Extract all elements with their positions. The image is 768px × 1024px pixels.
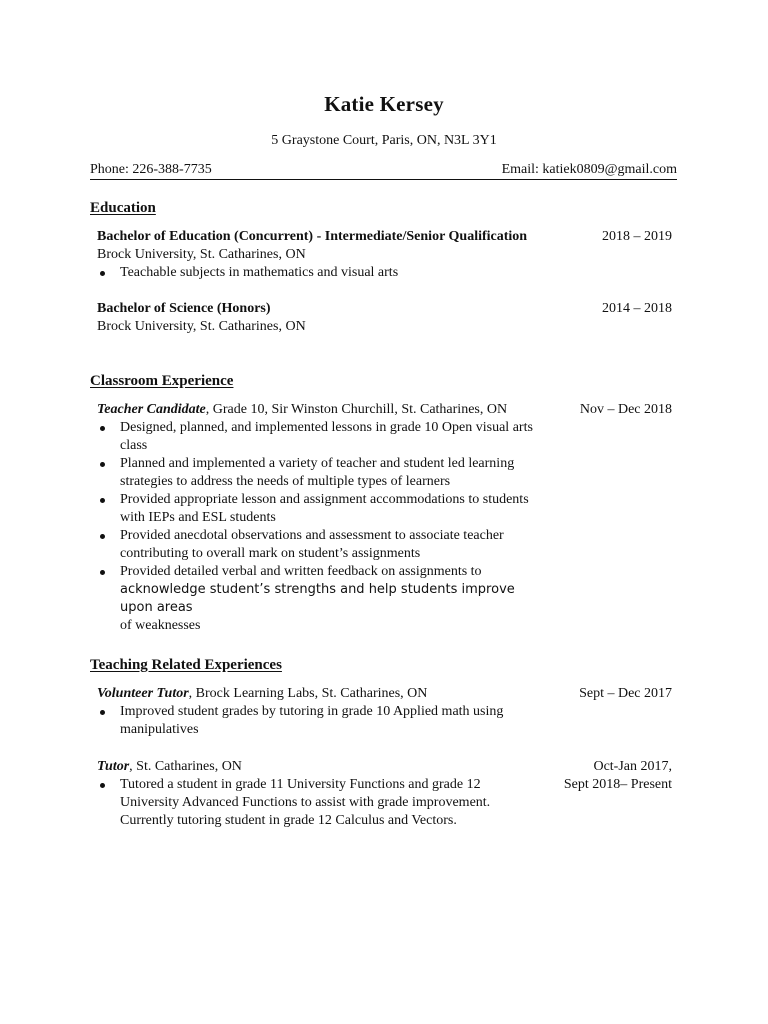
classroom-heading: Classroom Experience bbox=[90, 373, 234, 389]
classroom-entry-header bbox=[97, 401, 672, 419]
role-title: Teacher Candidate bbox=[97, 402, 206, 417]
email: Email: katiek0809@gmail.com bbox=[501, 162, 677, 177]
education-entry-header bbox=[97, 228, 672, 246]
list-item: Designed, planned, and implemented lessons in grade 10 Open visual arts class bbox=[97, 419, 537, 455]
teaching-dates: Sept – Dec 2017 bbox=[579, 686, 672, 701]
candidate-name: Katie Kersey bbox=[324, 92, 444, 116]
date-line: Sept 2018– Present bbox=[563, 777, 672, 792]
teaching-dates bbox=[564, 758, 672, 794]
teaching-entry bbox=[97, 685, 672, 739]
bullet-line: Provided detailed verbal and written feedback on assignments to bbox=[120, 564, 482, 579]
school: Brock University, St. Catharines, ON bbox=[97, 247, 306, 262]
role-detail: , Brock Learning Labs, St. Catharines, ON bbox=[188, 686, 428, 701]
teaching-entry bbox=[97, 758, 672, 830]
degree-title: Bachelor of Education (Concurrent) - Intermediate/Senior Qualification bbox=[97, 229, 528, 244]
education-dates: 2018 – 2019 bbox=[602, 229, 672, 244]
list-item: Tutored a student in grade 11 University Functions and grade 12 University Advanced Functions to assist with grade improvement. Currently tutoring student in grade 12 Calculus and Vectors. bbox=[97, 776, 517, 830]
school: Brock University, St. Catharines, ON bbox=[97, 319, 306, 334]
teaching-bullets bbox=[97, 776, 517, 830]
list-item: Provided anecdotal observations and assessment to associate teacher contributing to overall mark on student’s assignments bbox=[97, 527, 537, 563]
education-heading: Education bbox=[90, 200, 156, 216]
list-item: Provided appropriate lesson and assignment accommodations to students with IEPs and ESL students bbox=[97, 491, 537, 527]
teaching-entry-header bbox=[97, 758, 672, 792]
education-entry bbox=[97, 228, 672, 282]
classroom-dates: Nov – Dec 2018 bbox=[579, 402, 672, 417]
role-detail: , Grade 10, Sir Winston Churchill, St. Catharines, ON bbox=[205, 402, 508, 417]
education-bullets bbox=[97, 264, 672, 282]
teaching-heading: Teaching Related Experiences bbox=[90, 657, 282, 673]
teaching-entry-header bbox=[97, 685, 672, 703]
date-line: Oct-Jan 2017, bbox=[593, 759, 672, 774]
education-entry bbox=[97, 300, 672, 336]
list-item: Improved student grades by tutoring in grade 10 Applied math using manipulatives bbox=[97, 703, 537, 739]
classroom-entry bbox=[97, 401, 672, 635]
address: 5 Graystone Court, Paris, ON, N3L 3Y1 bbox=[271, 133, 497, 148]
bullet-line: acknowledge student’s strengths and help students improve upon areas bbox=[120, 582, 515, 615]
list-item: Teachable subjects in mathematics and visual arts bbox=[97, 264, 672, 282]
education-entry-header bbox=[97, 300, 672, 318]
contact-line bbox=[90, 162, 677, 180]
role-title: Volunteer Tutor bbox=[97, 686, 189, 701]
teaching-bullets bbox=[97, 703, 537, 739]
role-detail: , St. Catharines, ON bbox=[129, 759, 242, 774]
degree-title: Bachelor of Science (Honors) bbox=[97, 301, 271, 316]
role-title: Tutor bbox=[97, 759, 130, 774]
list-item: Planned and implemented a variety of teacher and student led learning strategies to address the needs of multiple types of learners bbox=[97, 455, 537, 491]
phone: Phone: 226-388-7735 bbox=[90, 162, 212, 177]
list-item bbox=[97, 563, 537, 635]
education-dates: 2014 – 2018 bbox=[602, 301, 672, 316]
classroom-bullets bbox=[97, 419, 537, 635]
bullet-line: of weaknesses bbox=[120, 618, 201, 633]
